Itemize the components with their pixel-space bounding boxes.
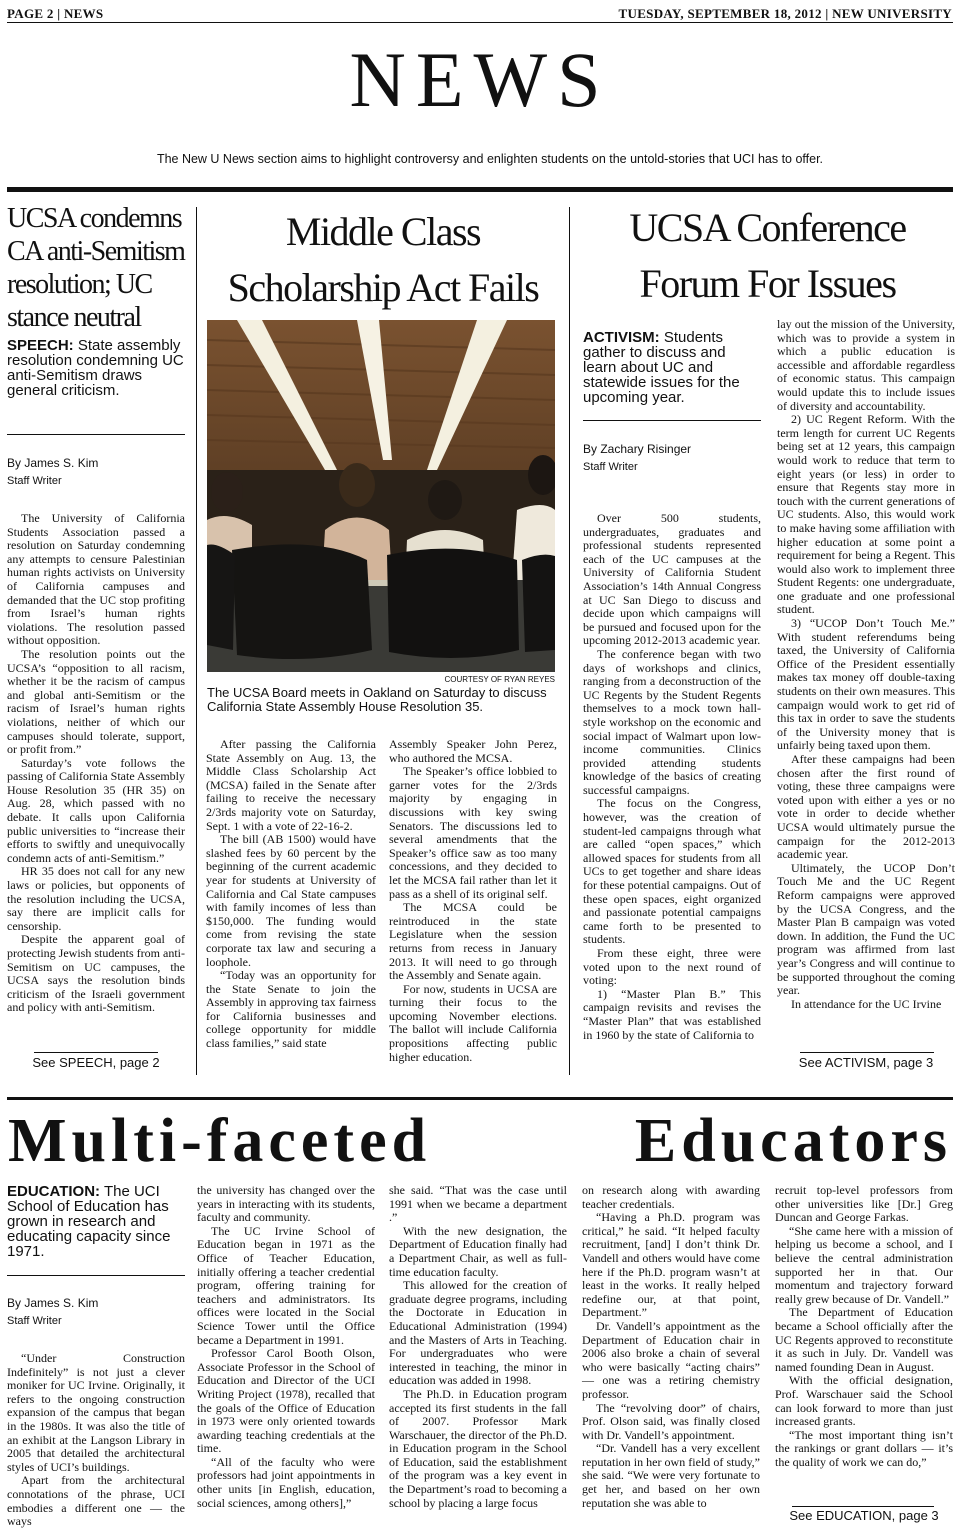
jump-rule	[34, 1052, 158, 1053]
paragraph: Saturday’s vote follows the passing of California State Assembly House Resolution 35 (HR 35) on Aug. 28, which passed with no debate. It calls upon California public universities to “increase their efforts to swiftly and unequivocally condemn acts of anti-Semitism.”	[7, 755, 185, 865]
deck-kicker: ACTIVISM:	[583, 329, 660, 346]
section-rule	[7, 1097, 953, 1100]
paragraph: recruit top-level professors from other universities like [Dr.] Greg Duncan and George Farkas.	[775, 1183, 953, 1225]
paragraph: The conference began with two days of workshops and clinics, ranging from a deconstruction of the UC Regents by the Student Regents themselves to a mock town hall-style workshop on the economic and social impact of Walmart upon low-income communities. Clinics provided attending students knowledge of the basics of creating successful campaigns.	[583, 646, 761, 797]
jump-link-education[interactable]: See EDUCATION, page 3	[789, 1508, 939, 1523]
paragraph: From these eight, three were voted upon to the next round of voting:	[583, 946, 761, 988]
headline-line: UCSA condemns	[7, 203, 182, 234]
story-body	[7, 512, 185, 1015]
page-folio-left: PAGE 2 | NEWS	[7, 6, 104, 21]
byline-role: Staff Writer	[7, 475, 62, 487]
paragraph: 3) “UCOP Don’t Touch Me.” With student referendums being taxed, the University of California Office of the President essentially makes tax money off double-taxing students on their own measures. This campaign would work to get rid of this tax in order to save the students of the University money that is unfairly being taxed upon them.	[777, 616, 955, 753]
paragraph: The University of California Students Association passed a resolution on Saturday condemning any attempts to censure Palestinian human rights activists on University of California campuses and demanded that the UC stop profiting from Israel’s human rights violations. The resolution passed without opposition.	[7, 511, 185, 648]
paragraph: The MCSA could be reintroduced in the state Legislature when the session returns from recess in January 2013. It will need to go through the Assembly and Senate again.	[389, 900, 557, 983]
paragraph: “She came here with a mission of helping us become a school, and I believe the central administration supported her in that. Our momentum and trajectory forward really grew because of Dr. Vandell.”	[775, 1223, 953, 1306]
headline	[580, 200, 955, 312]
deck-rule	[583, 420, 761, 421]
paragraph: Despite the apparent goal of protecting Jewish students from anti-Semitism on UC campuses, the UCSA says the resolution binds criticism of the Israeli government and policy with anti-Semitism.	[7, 932, 185, 1015]
story-body	[197, 1184, 375, 1510]
headline-line: UCSA Conference	[629, 205, 906, 250]
section-title: NEWS	[349, 36, 611, 123]
paragraph: “The most important thing isn’t the rankings or grant dollars — it’s the quality of work we can do,”	[775, 1427, 953, 1469]
headline-line: resolution; UC	[7, 269, 152, 300]
paragraph: After these campaigns had been chosen after the first round of voting, these three campaigns were voted upon with either a yes or no vote in order to decide whether UCSA would ultimately pursue the campaign for the 2012-2013 academic year.	[777, 752, 955, 862]
paragraph: After passing the California State Assembly on Aug. 13, the Middle Class Scholarship Act (MCSA) failed in the Senate after failing to receive the necessary 2/3rds majority vote on Saturday, Sept. 1 with a vote of 22-16-2.	[206, 737, 376, 833]
paragraph: “Under Construction Indefinitely” is not just a clever moniker for UC Irvine. Originally, it refers to the ongoing construction expansion of the campus that began in the 1980s. It was also the title of an exhibit at the Langson Library in 2005 that detailed the architectural styles of UCI’s buildings.	[7, 1351, 185, 1474]
story-speech	[7, 202, 193, 398]
paragraph: The Speaker’s office lobbied to garner votes for the 2/3rds majority by engaging in discussions with key swing Senators. The discussions led to several amendments that the Speaker’s office saw as too many concessions, and they decided to let the MCSA fail rather than let it pass as a shell of its original self.	[389, 764, 557, 901]
paragraph: The resolution points out the UCSA’s “opposition to all racism, whether it be the racism of campus and global anti-Semitism or the racism of Israel’s human rights violations, neither of which our campuses should tolerate, support, or profit from.”	[7, 646, 185, 757]
paragraph: The UC Irvine School of Education began in 1971 as the Office of Teacher Education, initially offering a teacher credential program, offering training for teachers and administrators. Its offices were located in the Social Science Tower until the Office became a Department in 1991.	[197, 1223, 375, 1347]
headline	[7, 202, 193, 334]
photo-credit: COURTESY OF RYAN REYES	[444, 675, 555, 684]
paragraph: The focus on the Congress, however, was the creation of student-led campaigns through what are called “open spaces,” which allowed spaces for students from all UCs to get together and share ideas for these potential campaigns. Out of these open spaces, eight organized and passionate potential campaigns came forth to be presented to students.	[583, 796, 761, 947]
paragraph: The “revolving door” of chairs, Prof. Olson said, was finally closed with Dr. Vandell’s appointment.	[582, 1400, 760, 1442]
deck	[7, 1184, 187, 1259]
story-body	[7, 1352, 185, 1529]
photo-illustration	[207, 320, 555, 672]
paragraph: HR 35 does not call for any new laws or policies, but opponents of the resolution including the UCSA, say there are implicit calls for censorship.	[7, 864, 185, 933]
headline-line: Forum For Issues	[639, 261, 896, 306]
paragraph: In attendance for the UC Irvine	[791, 996, 942, 1011]
paragraph: “Today was an opportunity for the State Senate to join the Assembly in approving tax fairness for California businesses and college opportunity for middle class families,” said state	[206, 968, 376, 1051]
section-tagline: The New U News section aims to highlight controversy and enlighten students on the untold-stories that UCI has to offer.	[156, 152, 824, 166]
top-rule	[7, 22, 953, 23]
deck-kicker: EDUCATION:	[7, 1183, 101, 1200]
story-body	[389, 738, 557, 1064]
column-divider	[196, 207, 197, 1075]
paragraph: With the official designation, Prof. Warschauer said the School can look forward to more than just increased grants.	[775, 1373, 953, 1429]
page-folio-right: TUESDAY, SEPTEMBER 18, 2012 | NEW UNIVERSITY	[618, 6, 952, 21]
story-body	[206, 738, 376, 1051]
news-photo	[207, 320, 555, 672]
deck-text: Students gather to discuss and learn about UC and statewide issues for the upcoming year.	[583, 329, 740, 406]
paragraph: “Dr. Vandell has a very excellent reputation in her own field of study,” she said. “We were very fortunate to get her, and based on her own reputation she was able to	[582, 1441, 760, 1510]
story-body	[777, 318, 955, 1011]
headline-left: Multi-faceted	[8, 1107, 432, 1175]
deck-text: The UCI School of Education has grown in research and educating capacity since 1971.	[7, 1183, 171, 1260]
byline: By James S. Kim	[7, 456, 99, 470]
paragraph: The Department of Education became a School officially after the UC Regents approved to reconstitute it as such in July. Dr. Vandell was named founding Dean in August.	[775, 1305, 953, 1374]
jump-link-activism[interactable]: See ACTIVISM, page 3	[798, 1055, 934, 1070]
deck-rule	[7, 434, 185, 435]
byline-role: Staff Writer	[583, 461, 638, 473]
story-body	[775, 1184, 953, 1469]
paragraph: With the new designation, the Department of Education finally had a Department Chair, as well as full-time education faculty.	[389, 1223, 567, 1279]
headline-line: stance neutral	[7, 302, 141, 333]
paragraph: she said. “That was the case until 1991 when we became a department .”	[389, 1183, 567, 1225]
story-body	[582, 1184, 760, 1510]
jump-rule	[792, 1506, 934, 1507]
paragraph: This allowed for the creation of graduate degree programs, including the Doctorate in Education in Educational Administration (1994) and the Masters of Arts in Teaching. For undergraduates who were interested in teaching, the minor in education was added in 1998.	[389, 1278, 567, 1388]
deck-rule	[7, 1275, 185, 1276]
paragraph: Dr. Vandell’s appointment as the Department of Education chair in 2006 also broke a chain of several who were basically “acting chairs” — one was a retiring chemistry professor.	[582, 1318, 760, 1401]
paragraph: The bill (AB 1500) would have slashed fees by 60 percent by the beginning of the current academic year for students at University of California and Cal State campuses with family incomes of less than $150,000. The funding would come from revising the state corporate tax law and securing a loophole.	[206, 832, 376, 969]
byline: By James S. Kim	[7, 1296, 99, 1310]
masthead-rule	[7, 187, 953, 192]
photo-caption: The UCSA Board meets in Oakland on Saturday to discuss California State Assembly House Resolution 35.	[207, 685, 547, 714]
paragraph: Professor Carol Booth Olson, Associate Professor in the School of Education and Director of the UCI Writing Project (1978), recalled that the goals of the Office of Education in 1973 were only oriented towards awarding teaching credentials at the time.	[197, 1346, 375, 1456]
jump-rule	[800, 1052, 934, 1053]
paragraph: “All of the faculty who were professors had joint appointments in other units [in English, education, social sciences, among others],”	[197, 1454, 375, 1510]
story-body	[583, 512, 761, 1042]
paragraph: Apart from the architectural connotations of the phrase, UCI embodies a different one — the ways	[7, 1473, 185, 1529]
paragraph: “Having a Ph.D. program was critical,” he said. “It helped faculty recruitment, [and] I don’t think Dr. Vandell and others would have come here if the Ph.D. program wasn’t at least in the works. It really helped redefine our, at that point, Department.”	[582, 1210, 760, 1320]
paragraph: Ultimately, the UCOP Don’t Touch Me and the UC Regent Reform campaigns were approved by the UCSA Congress, and the Master Plan B campaign was voted down. In addition, the Fund the UC program was affirmed from last year’s Congress and will continue to be supported throughout the coming year.	[777, 860, 955, 998]
headline-line: Scholarship Act Fails	[227, 265, 539, 310]
headline-line: Middle Class	[285, 209, 481, 254]
column-divider	[569, 207, 570, 1075]
deck-text: State assembly resolution condemning UC anti-Semitism draws general criticism.	[7, 337, 184, 399]
headline-right: Educators	[634, 1107, 952, 1175]
paragraph: on research along with awarding teacher credentials.	[582, 1183, 760, 1211]
byline-role: Staff Writer	[7, 1315, 62, 1327]
paragraph: Assembly Speaker John Perez, who authored the MCSA.	[389, 737, 557, 765]
deck	[7, 338, 193, 398]
headline	[205, 204, 561, 316]
headline-line: CA anti-Semitism	[7, 236, 185, 267]
story-body	[389, 1184, 567, 1510]
deck	[583, 330, 763, 405]
paragraph: lay out the mission of the University, which was to provide a system in which a public education is accessible and affordable regardless of economic status. This campaign would update this to include issues of diversity and accountability.	[777, 317, 955, 413]
byline: By Zachary Risinger	[583, 442, 692, 456]
paragraph: Over 500 students, undergraduates, graduates and professional students represented each of the UC campuses at the University of California Student Association’s 14th Annual Congress at UC San Diego to discuss and decide upon which campaigns will be pursued and focused upon for the upcoming 2012-2013 academic year.	[583, 511, 761, 648]
paragraph: 1) “Master Plan B.” This campaign revisits and revises the “Master Plan” that was established in 1960 by the state of California to	[583, 986, 761, 1042]
paragraph: the university has changed over the years in interacting with its students, faculty and community.	[197, 1183, 375, 1225]
deck-kicker: SPEECH:	[7, 337, 74, 354]
paragraph: The Ph.D. in Education program accepted its first students in the fall of 2007. Professor Mark Warschauer, the director of the Ph.D. in Education program in the School of Education, said the establishment of the program was a key event in the Department’s road to becoming a school by placing a large focus	[389, 1386, 567, 1510]
paragraph: 2) UC Regent Reform. With the term length for current UC Regents being set at 12 years, this campaign would work to reduce that term to eight years (or less) in order to ensure that Regents stay more in touch with the current generations of UC students. Also, this would work to make having some affiliation with higher education at some point a requirement for being a Regent. This would also work to implement three Student Regents: one undergraduate, one graduate and one professional student.	[777, 412, 955, 617]
jump-link-speech[interactable]: See SPEECH, page 2	[32, 1055, 160, 1070]
paragraph: For now, students in UCSA are turning their focus to the upcoming November elections. The ballot will include California propositions affecting public higher education.	[389, 981, 557, 1064]
